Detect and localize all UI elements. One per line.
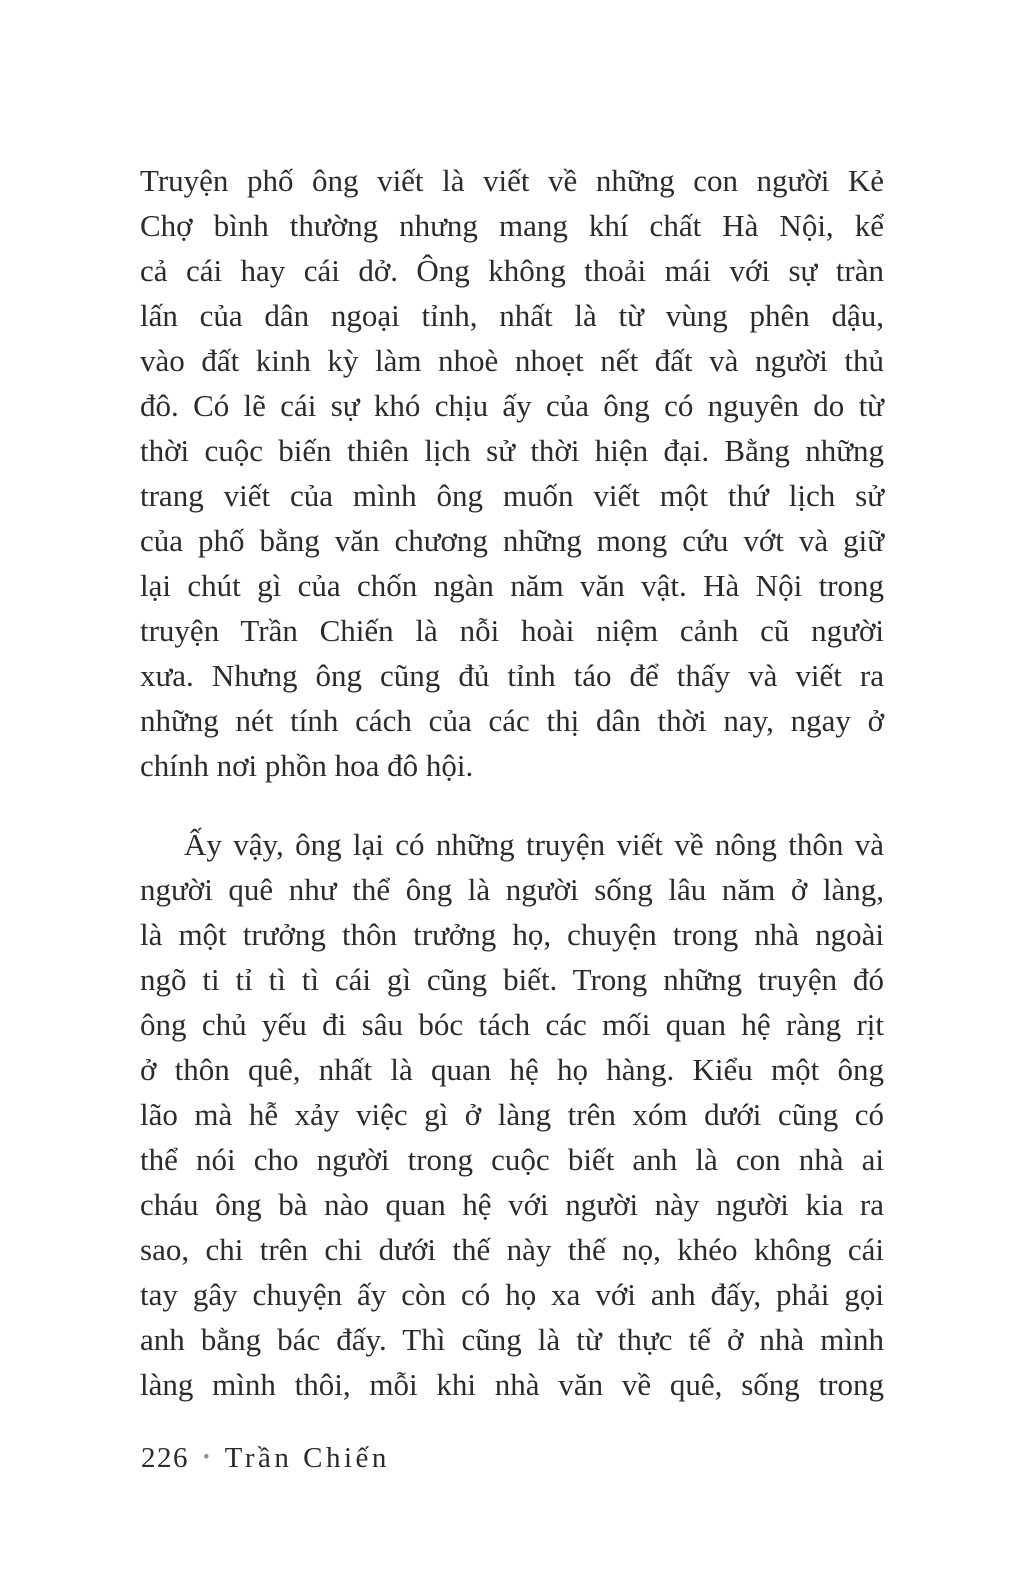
text-line: đô. Có lẽ cái sự khó chịu ấy của ông có nguyên do từ bbox=[140, 388, 884, 423]
text-line: xưa. Nhưng ông cũng đủ tỉnh táo để thấy và viết ra bbox=[140, 658, 884, 693]
text-line: những nét tính cách của các thị dân thời nay, ngay ở bbox=[140, 703, 884, 738]
author-name: Trần Chiến bbox=[224, 1442, 390, 1474]
page-footer bbox=[141, 1438, 390, 1478]
text-line: thể nói cho người trong cuộc biết anh là con nhà ai bbox=[140, 1142, 884, 1177]
paragraph-city-stories bbox=[140, 158, 884, 788]
text-line: chính nơi phồn hoa đô hội. bbox=[140, 748, 474, 783]
body-text bbox=[140, 158, 884, 1407]
text-line: vào đất kinh kỳ làm nhoè nhoẹt nết đất và người thủ bbox=[140, 343, 884, 378]
text-line: Ấy vậy, ông lại có những truyện viết về nông thôn và bbox=[184, 827, 884, 862]
text-line: Truyện phố ông viết là viết về những con người Kẻ bbox=[140, 163, 884, 198]
text-line: lão mà hễ xảy việc gì ở làng trên xóm dưới cũng có bbox=[140, 1097, 884, 1132]
text-line: anh bằng bác đấy. Thì cũng là từ thực tế ở nhà mình bbox=[140, 1322, 884, 1357]
page-number: 226 bbox=[141, 1442, 189, 1474]
text-line: ông chủ yếu đi sâu bóc tách các mối quan hệ ràng rịt bbox=[140, 1007, 884, 1042]
text-line: ngõ ti tỉ tì tì cái gì cũng biết. Trong những truyện đó bbox=[140, 962, 884, 997]
text-line: Chợ bình thường nhưng mang khí chất Hà Nội, kể bbox=[140, 208, 884, 243]
text-line: tay gây chuyện ấy còn có họ xa với anh đấy, phải gọi bbox=[140, 1277, 884, 1312]
text-line: trang viết của mình ông muốn viết một thứ lịch sử bbox=[140, 478, 884, 513]
footer-separator-dot: • bbox=[203, 1447, 210, 1468]
text-line: sao, chi trên chi dưới thế này thế nọ, khéo không cái bbox=[140, 1232, 884, 1267]
text-line: ở thôn quê, nhất là quan hệ họ hàng. Kiểu một ông bbox=[140, 1052, 884, 1087]
text-line: truyện Trần Chiến là nỗi hoài niệm cảnh cũ người bbox=[140, 613, 884, 648]
text-line: lại chút gì của chốn ngàn năm văn vật. Hà Nội trong bbox=[140, 568, 884, 603]
paragraph-village-stories bbox=[140, 822, 884, 1407]
text-line: làng mình thôi, mỗi khi nhà văn về quê, sống trong bbox=[140, 1367, 884, 1402]
text-line: cả cái hay cái dở. Ông không thoải mái với sự tràn bbox=[140, 253, 884, 288]
text-line: người quê như thể ông là người sống lâu năm ở làng, bbox=[140, 872, 884, 907]
text-line: lấn của dân ngoại tỉnh, nhất là từ vùng phên dậu, bbox=[140, 298, 884, 333]
text-line: thời cuộc biến thiên lịch sử thời hiện đại. Bằng những bbox=[140, 433, 884, 468]
text-line: của phố bằng văn chương những mong cứu vớt và giữ bbox=[140, 523, 884, 558]
text-line: cháu ông bà nào quan hệ với người này người kia ra bbox=[140, 1187, 884, 1222]
text-line: là một trưởng thôn trưởng họ, chuyện trong nhà ngoài bbox=[140, 917, 884, 952]
